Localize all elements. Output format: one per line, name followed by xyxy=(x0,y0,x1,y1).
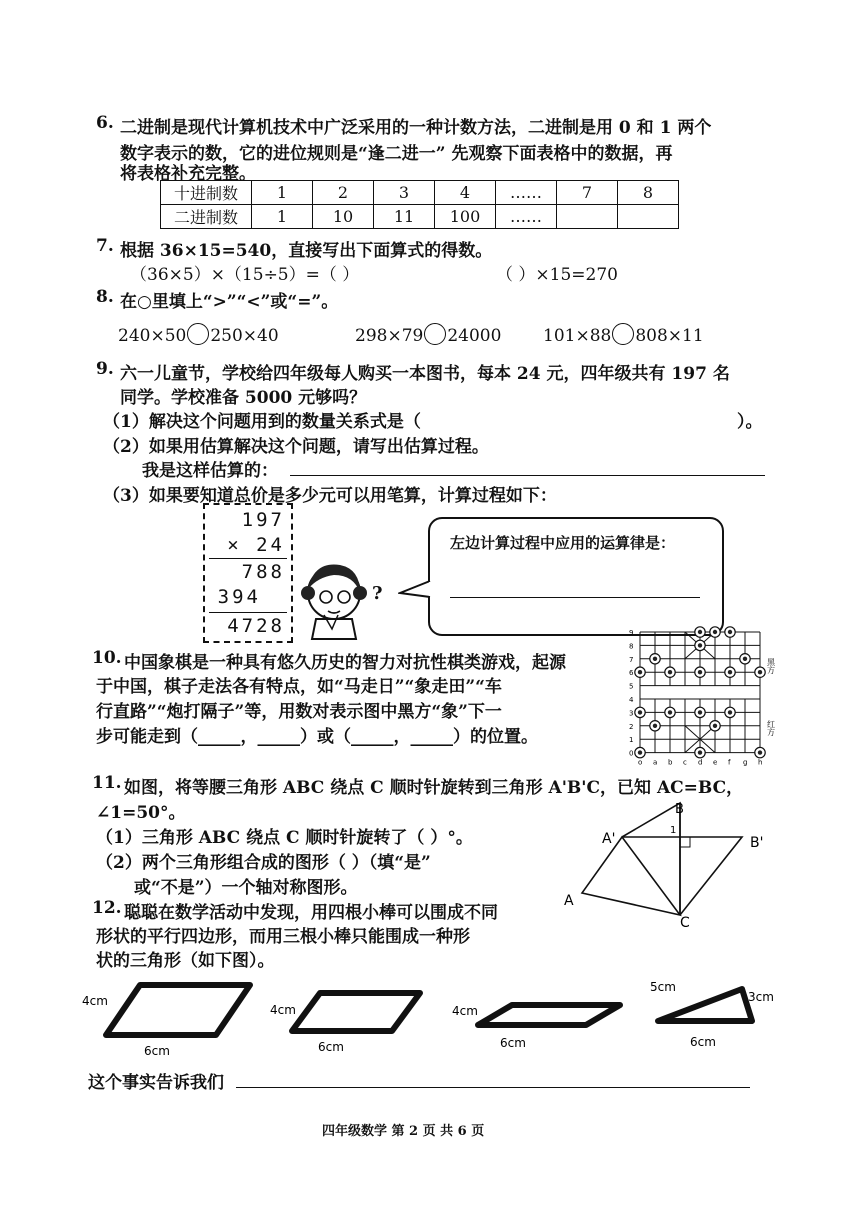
q8-c-right: 808×11 xyxy=(635,326,704,346)
shape3-base: 6cm xyxy=(500,1036,526,1050)
table-cell: 4 xyxy=(435,181,496,205)
shape1-side: 4cm xyxy=(82,994,108,1008)
answer-cell[interactable] xyxy=(557,205,618,229)
board-row-label: 7 xyxy=(629,655,634,664)
black-side-label: 黑方 xyxy=(766,658,776,674)
table-row xyxy=(161,205,679,229)
parallelogram-3 xyxy=(478,1005,620,1025)
red-side-label: 红方 xyxy=(766,720,776,736)
board-row-label: 8 xyxy=(629,642,634,651)
board-col-label: g xyxy=(743,758,748,766)
board-row-label: 2 xyxy=(629,722,634,731)
table-cell: 十进制数 xyxy=(161,181,252,205)
table-cell: 11 xyxy=(374,205,435,229)
chess-piece-mark xyxy=(638,710,642,714)
calc-line: 394 xyxy=(217,586,261,608)
answer-line[interactable] xyxy=(290,475,765,476)
sticks-figure xyxy=(80,975,780,1060)
answer-cell[interactable] xyxy=(618,205,679,229)
q8-a-right: 250×40 xyxy=(210,326,279,346)
q8-b-right: 24000 xyxy=(447,326,502,346)
chess-piece-mark xyxy=(758,750,762,754)
board-col-label: b xyxy=(668,758,673,766)
q8-number: 8. xyxy=(96,287,114,307)
board-col-label: d xyxy=(698,758,703,766)
chess-piece-mark xyxy=(698,643,702,647)
table-row xyxy=(161,181,679,205)
compare-circle[interactable] xyxy=(187,323,209,345)
label-a: A xyxy=(564,893,574,909)
board-row-label: 1 xyxy=(629,736,634,745)
table-cell: …… xyxy=(496,181,557,205)
compare-circle[interactable] xyxy=(612,323,634,345)
table-cell: 二进制数 xyxy=(161,205,252,229)
table-cell: 7 xyxy=(557,181,618,205)
q9-part2-label: 我是这样估算的： xyxy=(142,461,278,481)
calc-line: × 24 xyxy=(227,534,285,556)
board-row-label: 9 xyxy=(629,629,634,637)
q8-c-left: 101×88 xyxy=(543,326,612,346)
q8-compare-c xyxy=(543,323,704,346)
q7-expression-2: （ ）×15=270 xyxy=(496,265,618,285)
chess-piece-mark xyxy=(698,670,702,674)
shape4-side-a: 5cm xyxy=(650,980,676,994)
q9-part3: （3）如果要知道总价是多少元可以用笔算，计算过程如下： xyxy=(103,486,557,506)
table-cell: 2 xyxy=(313,181,374,205)
chess-piece-mark xyxy=(758,670,762,674)
label-b-prime: B' xyxy=(750,835,764,851)
table-cell: 3 xyxy=(374,181,435,205)
q9-text-line1: 六一儿童节，学校给四年级每人购买一本图书，每本 24 元，四年级共有 197 名 xyxy=(120,364,730,384)
q11-text-line2: ∠1=50°。 xyxy=(96,803,186,823)
table-cell: 1 xyxy=(252,181,313,205)
shape4-base: 6cm xyxy=(690,1035,716,1049)
chess-piece-mark xyxy=(713,630,717,634)
board-row-label: 0 xyxy=(629,749,634,758)
q8-text: 在○里填上“>”“<”或“=”。 xyxy=(120,292,339,312)
vertical-multiplication xyxy=(203,503,293,643)
chess-piece-mark xyxy=(743,657,747,661)
board-col-label: a xyxy=(653,758,658,766)
q12-text-line3: 状的三角形（如下图）。 xyxy=(96,951,275,971)
table-cell: 1 xyxy=(252,205,313,229)
chess-piece-mark xyxy=(728,670,732,674)
girl-thinking-icon xyxy=(294,553,384,643)
board-row-label: 3 xyxy=(629,709,634,718)
label-a-prime: A' xyxy=(602,831,616,847)
chess-piece-mark xyxy=(713,724,717,728)
parallelogram-2 xyxy=(292,993,420,1031)
q10-text-line1: 中国象棋是一种具有悠久历史的智力对抗性棋类游戏，起源 xyxy=(124,653,566,673)
chess-piece-mark xyxy=(728,630,732,634)
calc-rule xyxy=(209,558,287,559)
q6-text-line2: 数字表示的数，它的进位规则是“逢二进一” 先观察下面表格中的数据，再 xyxy=(120,144,673,164)
chess-piece-mark xyxy=(653,724,657,728)
q9-number: 9. xyxy=(96,359,114,379)
q12-text-line2: 形状的平行四边形，而用三根小棒只能围成一种形 xyxy=(96,927,470,947)
board-col-label: h xyxy=(758,758,763,766)
calc-line: 197 xyxy=(241,509,285,531)
board-row-label: 4 xyxy=(629,696,634,704)
shape1-base: 6cm xyxy=(144,1044,170,1058)
q12-number: 12. xyxy=(92,898,122,918)
calc-rule xyxy=(209,612,287,613)
q10-text-line3: 行直路”“炮打隔子”等，用数对表示图中黑方“象”下一 xyxy=(96,702,502,722)
q8-a-left: 240×50 xyxy=(118,326,187,346)
table-cell: 100 xyxy=(435,205,496,229)
shape2-base: 6cm xyxy=(318,1040,344,1054)
bubble-tail-icon xyxy=(398,575,432,605)
chess-piece-mark xyxy=(668,710,672,714)
shape3-side: 4cm xyxy=(452,1004,478,1018)
chess-piece-mark xyxy=(698,630,702,634)
q10-text-line4: 步可能走到（_____，_____）或（_____，_____）的位置。 xyxy=(96,727,538,747)
label-b: B xyxy=(675,802,684,817)
q11-text-line1: 如图，将等腰三角形 ABC 绕点 C 顺时针旋转到三角形 A'B'C，已知 AC=BC， xyxy=(124,778,744,798)
label-c: C xyxy=(680,915,690,931)
q6-text-line1: 二进制是现代计算机技术中广泛采用的一种计数方法，二进制是用 0 和 1 两个 xyxy=(120,118,712,138)
q7-number: 7. xyxy=(96,236,114,256)
calc-line: 788 xyxy=(241,561,285,583)
q10-text-line2: 于中国，棋子走法各有特点，如“马走日”“象走田”“车 xyxy=(96,677,502,697)
q11-part1: （1）三角形 ABC 绕点 C 顺时针旋转了（ ）°。 xyxy=(96,828,473,848)
q11-number: 11. xyxy=(92,773,122,793)
q11-part2: （2）两个三角形组合成的图形（ ）（填“是” xyxy=(96,853,431,873)
board-row-label: 5 xyxy=(629,682,634,691)
q10-number: 10. xyxy=(92,648,122,668)
q8-b-left: 298×79 xyxy=(355,326,424,346)
chess-piece-mark xyxy=(638,750,642,754)
shape2-side: 4cm xyxy=(270,1003,296,1017)
question-mark: ? xyxy=(372,583,383,604)
q9-text-line2: 同学。学校准备 5000 元够吗？ xyxy=(120,388,367,408)
q8-compare-b xyxy=(355,323,501,346)
triangle-a1b1c xyxy=(622,837,742,915)
chess-piece-mark xyxy=(653,657,657,661)
q6-text-line3: 将表格补充完整。 xyxy=(120,164,256,184)
answer-line[interactable] xyxy=(236,1087,750,1088)
calc-line: 4728 xyxy=(227,615,285,637)
q9-part1-end: ）。 xyxy=(737,412,763,432)
chess-piece-mark xyxy=(698,750,702,754)
angle-label: 1 xyxy=(670,825,677,836)
parallelogram-1 xyxy=(106,985,250,1035)
chess-board xyxy=(626,624,784,766)
table-cell: …… xyxy=(496,205,557,229)
table-cell: 10 xyxy=(313,205,374,229)
q12-conclusion: 这个事实告诉我们 xyxy=(88,1073,224,1093)
q11-part2-cont: 或“不是”）一个轴对称图形。 xyxy=(134,878,358,898)
page-footer: 四年级数学 第 2 页 共 6 页 xyxy=(322,1124,485,1139)
chess-piece-mark xyxy=(728,710,732,714)
bubble-text: 左边计算过程中应用的运算律是： xyxy=(450,534,676,552)
q8-compare-a xyxy=(118,323,279,346)
chess-piece-mark xyxy=(698,710,702,714)
chess-piece-mark xyxy=(668,670,672,674)
q9-part1: （1）解决这个问题用到的数量关系式是（ xyxy=(103,412,421,432)
table-cell: 8 xyxy=(618,181,679,205)
q7-expression-1: （36×5）×（15÷5）=（ ） xyxy=(130,265,360,285)
q9-part2: （2）如果用估算解决这个问题，请写出估算过程。 xyxy=(103,437,489,457)
board-col-label: o xyxy=(638,758,643,766)
board-col-label: c xyxy=(683,758,687,766)
compare-circle[interactable] xyxy=(424,323,446,345)
shape4-side-b: 3cm xyxy=(748,990,774,1004)
chess-piece-mark xyxy=(638,670,642,674)
triangle-abc xyxy=(582,837,680,915)
q6-number: 6. xyxy=(96,113,114,133)
q12-text-line1: 聪聪在数学活动中发现，用四根小棒可以围成不同 xyxy=(124,903,498,923)
board-col-label: e xyxy=(713,758,718,766)
board-row-label: 6 xyxy=(629,669,634,678)
q7-text: 根据 36×15=540，直接写出下面算式的得数。 xyxy=(120,241,493,261)
rotation-figure xyxy=(562,795,792,935)
binary-table xyxy=(160,180,679,229)
answer-line[interactable] xyxy=(450,597,700,598)
board-col-label: f xyxy=(728,758,731,766)
